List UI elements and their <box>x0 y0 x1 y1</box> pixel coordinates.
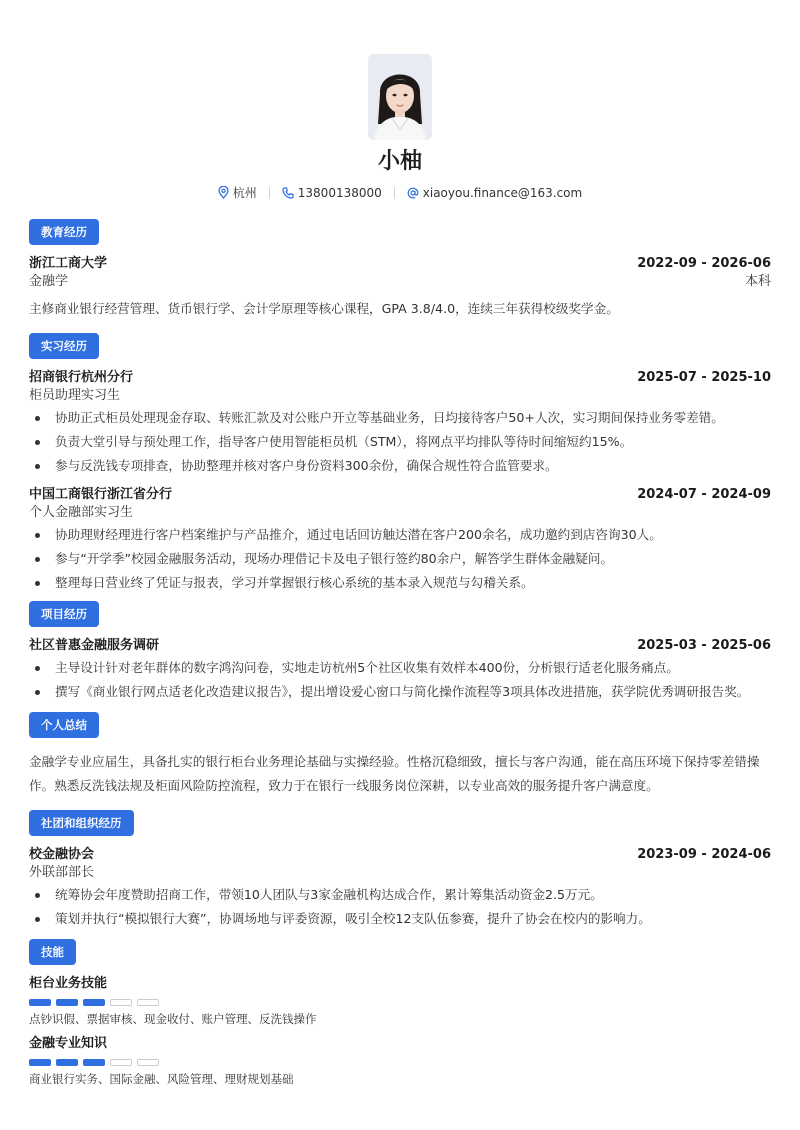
skill-name: 金融专业知识 <box>29 1036 108 1051</box>
profile-photo <box>368 54 432 140</box>
skill-level-bars <box>29 1059 771 1066</box>
internship-org: 中国工商银行浙江省分行 <box>29 487 173 502</box>
summary-text: 金融学专业应届生，具备扎实的银行柜台业务理论基础与实操经验。性格沉稳细致，擅长与客户沟通，能在高压环境下保持零差错操作。熟悉反洗钱法规及柜面风险防控流程，致力于在银行一线服务岗位深耕，以专业高效的服务提升客户满意度。 <box>29 754 760 793</box>
internship-role: 个人金融部实习生 <box>29 505 134 520</box>
location-text: 杭州 <box>232 186 257 200</box>
skill-level-segment-filled <box>56 1059 78 1066</box>
club-org: 校金融协会 <box>29 847 95 862</box>
bullet-item: 协助理财经理进行客户档案维护与产品推介，通过电话回访触达潜在客户200余名，成功邀约到店咨询30人。 <box>29 525 771 545</box>
phone-text[interactable]: 13800138000 <box>297 185 382 200</box>
section-summary <box>29 712 771 798</box>
club-bullets <box>29 885 771 929</box>
club-role: 外联部部长 <box>29 865 95 880</box>
project-name: 社区普惠金融服务调研 <box>29 638 160 653</box>
project-bullets <box>29 658 771 702</box>
section-heading-summary: 个人总结 <box>29 712 99 738</box>
education-description: 主修商业银行经营管理、货币银行学、会计学原理等核心课程，GPA 3.8/4.0，连续三年获得校级奖学金。 <box>29 301 619 316</box>
section-heading-projects: 项目经历 <box>29 601 99 627</box>
internship-bullets <box>29 525 771 593</box>
bullet-item: 策划并执行“模拟银行大赛”，协调场地与评委资源，吸引全校12支队伍参赛，提升了协会在校内的影响力。 <box>29 909 771 929</box>
section-projects <box>29 601 771 702</box>
projects-body <box>29 637 771 702</box>
skill-details: 商业银行实务、国际金融、风险管理、理财规划基础 <box>29 1072 294 1086</box>
bullet-item: 主导设计针对老年群体的数字鸿沟问卷，实地走访杭州5个社区收集有效样本400份，分析银行适老化服务痛点。 <box>29 658 771 678</box>
bullet-item: 参与“开学季”校园金融服务活动，现场办理借记卡及电子银行签约80余户，解答学生群体金融疑问。 <box>29 549 771 569</box>
section-skills <box>29 939 771 1087</box>
email-text[interactable]: xiaoyou.finance@163.com <box>422 185 583 200</box>
skill-level-segment-empty <box>137 999 159 1006</box>
skill-details: 点钞识假、票据审核、现金收付、账户管理、反洗钱操作 <box>29 1012 317 1026</box>
skill-entry <box>29 975 771 1027</box>
phone-icon <box>282 187 294 199</box>
skill-level-bars <box>29 999 771 1006</box>
clubs-body <box>29 846 771 929</box>
contact-separator <box>394 187 395 199</box>
skill-level-segment-empty <box>110 1059 132 1066</box>
skill-level-segment-filled <box>83 1059 105 1066</box>
bullet-item: 协助正式柜员处理现金存取、转账汇款及对公账户开立等基础业务，日均接待客户50+人次，实习期间保持业务零差错。 <box>29 408 771 428</box>
contact-location <box>218 184 257 201</box>
location-pin-icon <box>218 186 229 199</box>
skill-level-segment-filled <box>29 999 51 1006</box>
internship-role: 柜员助理实习生 <box>29 388 121 403</box>
bullet-item: 整理每日营业终了凭证与报表，学习并掌握银行核心系统的基本录入规范与勾稽关系。 <box>29 573 771 593</box>
bullet-item: 参与反洗钱专项排查，协助整理并核对客户身份资料300余份，确保合规性符合监管要求。 <box>29 456 771 476</box>
education-dates: 2022-09 - 2026-06 <box>637 256 771 271</box>
internship-bullets <box>29 408 771 476</box>
section-clubs <box>29 810 771 929</box>
project-entry <box>29 637 771 702</box>
section-heading-skills: 技能 <box>29 939 76 965</box>
resume-header <box>29 0 771 201</box>
skill-level-segment-filled <box>83 999 105 1006</box>
education-major: 金融学 <box>29 274 69 289</box>
internship-dates: 2025-07 - 2025-10 <box>637 370 771 385</box>
bullet-item: 负责大堂引导与预处理工作，指导客户使用智能柜员机（STM），将网点平均排队等待时间缩短约15%。 <box>29 432 771 452</box>
section-education <box>29 219 771 319</box>
summary-body <box>29 750 771 798</box>
internship-org: 招商银行杭州分行 <box>29 370 134 385</box>
section-heading-education: 教育经历 <box>29 219 99 245</box>
contact-bar <box>29 184 771 201</box>
school-name: 浙江工商大学 <box>29 256 108 271</box>
club-dates: 2023-09 - 2024-06 <box>637 847 771 862</box>
candidate-name: 小柚 <box>377 149 422 174</box>
skill-level-segment-filled <box>29 1059 51 1066</box>
skill-name: 柜台业务技能 <box>29 976 108 991</box>
section-internships <box>29 333 771 593</box>
skill-level-segment-empty <box>110 999 132 1006</box>
skill-entry <box>29 1035 771 1087</box>
education-body <box>29 255 771 319</box>
club-entry <box>29 846 771 929</box>
internship-entry <box>29 369 771 476</box>
education-degree: 本科 <box>744 274 771 289</box>
contact-separator <box>269 187 270 199</box>
skills-body <box>29 975 771 1087</box>
profile-photo-image <box>368 54 432 140</box>
contact-email <box>407 186 582 200</box>
skill-level-segment-empty <box>137 1059 159 1066</box>
project-dates: 2025-03 - 2025-06 <box>637 638 771 653</box>
section-heading-internships: 实习经历 <box>29 333 99 359</box>
internship-dates: 2024-07 - 2024-09 <box>637 487 771 502</box>
internships-body <box>29 369 771 593</box>
education-entry <box>29 255 771 319</box>
bullet-item: 统筹协会年度赞助招商工作，带领10人团队与3家金融机构达成合作，累计筹集活动资金2.5万元。 <box>29 885 771 905</box>
email-icon <box>407 187 419 199</box>
skill-level-segment-filled <box>56 999 78 1006</box>
contact-phone <box>282 186 382 200</box>
bullet-item: 撰写《商业银行网点适老化改造建议报告》，提出增设爱心窗口与简化操作流程等3项具体改进措施，获学院优秀调研报告奖。 <box>29 682 771 702</box>
section-heading-clubs: 社团和组织经历 <box>29 810 134 836</box>
internship-entry <box>29 486 771 593</box>
